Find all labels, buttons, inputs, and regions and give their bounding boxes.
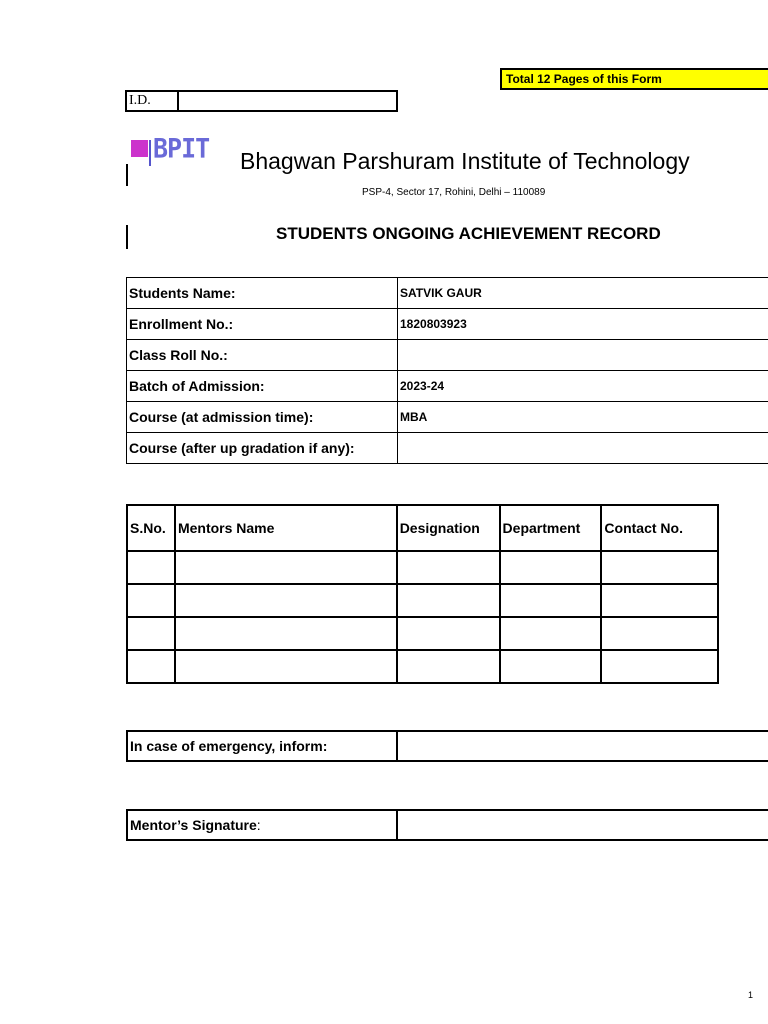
mentor-sno-cell[interactable] [127,617,175,650]
page-number: 1 [748,990,754,1000]
institute-name: Bhagwan Parshuram Institute of Technology [240,148,690,174]
mentor-signature-label-text: Mentor’s Signature [130,817,257,833]
header-sno: S.No. [127,505,175,551]
mentor-contact-cell[interactable] [601,617,718,650]
id-field [125,90,398,112]
table-row [127,278,768,309]
table-row [127,617,718,650]
logo-mark [131,140,148,157]
mentor-signature-colon: : [256,817,261,833]
mentor-table [126,504,719,684]
id-label: I.D. [127,92,179,110]
batch-label: Batch of Admission: [127,371,398,402]
bpit-logo [131,133,221,163]
mentor-name-cell[interactable] [175,650,397,683]
left-divider-top [126,164,128,186]
header-designation: Designation [397,505,500,551]
mentor-signature-label [128,811,398,839]
table-row [127,340,768,371]
table-row [127,402,768,433]
table-row [127,551,718,584]
mentor-signature-row [126,809,768,841]
header-contact: Contact No. [601,505,718,551]
mentor-designation-cell[interactable] [397,617,500,650]
mentor-designation-cell[interactable] [397,584,500,617]
mentor-department-cell[interactable] [500,650,602,683]
mentor-sno-cell[interactable] [127,650,175,683]
table-row [127,650,718,683]
institute-address: PSP-4, Sector 17, Rohini, Delhi – 110089 [362,187,546,198]
student-name-value[interactable]: SATVIK GAUR [398,278,768,309]
mentor-table-header [127,505,718,551]
class-roll-value[interactable] [398,340,768,371]
student-info-table [126,277,768,464]
form-title: STUDENTS ONGOING ACHIEVEMENT RECORD [276,224,661,243]
mentor-name-cell[interactable] [175,551,397,584]
batch-value[interactable]: 2023-24 [398,371,768,402]
total-pages-banner: Total 12 Pages of this Form [500,68,768,90]
mentor-department-cell[interactable] [500,584,602,617]
student-name-label: Students Name: [127,278,398,309]
mentor-signature-value[interactable] [398,811,768,839]
id-value[interactable] [179,92,396,110]
mentor-contact-cell[interactable] [601,584,718,617]
mentor-sno-cell[interactable] [127,551,175,584]
course-admission-label: Course (at admission time): [127,402,398,433]
mentor-department-cell[interactable] [500,617,602,650]
mentor-sno-cell[interactable] [127,584,175,617]
mentor-department-cell[interactable] [500,551,602,584]
mentor-contact-cell[interactable] [601,650,718,683]
mentor-name-cell[interactable] [175,584,397,617]
table-row [127,433,768,464]
table-row [127,584,718,617]
mentor-contact-cell[interactable] [601,551,718,584]
emergency-contact-row [126,730,768,762]
course-upgradation-value[interactable] [398,433,768,464]
enrollment-label: Enrollment No.: [127,309,398,340]
mentor-designation-cell[interactable] [397,650,500,683]
table-row [127,309,768,340]
emergency-label: In case of emergency, inform: [128,732,398,760]
left-divider-bottom [126,225,128,249]
course-upgradation-label: Course (after up gradation if any): [127,433,398,464]
header-mentor-name: Mentors Name [175,505,397,551]
logo-text: BPIT [153,132,210,164]
enrollment-value[interactable]: 1820803923 [398,309,768,340]
mentor-designation-cell[interactable] [397,551,500,584]
header-department: Department [500,505,602,551]
course-admission-value[interactable]: MBA [398,402,768,433]
class-roll-label: Class Roll No.: [127,340,398,371]
emergency-value[interactable] [398,732,768,760]
mentor-name-cell[interactable] [175,617,397,650]
table-row [127,371,768,402]
